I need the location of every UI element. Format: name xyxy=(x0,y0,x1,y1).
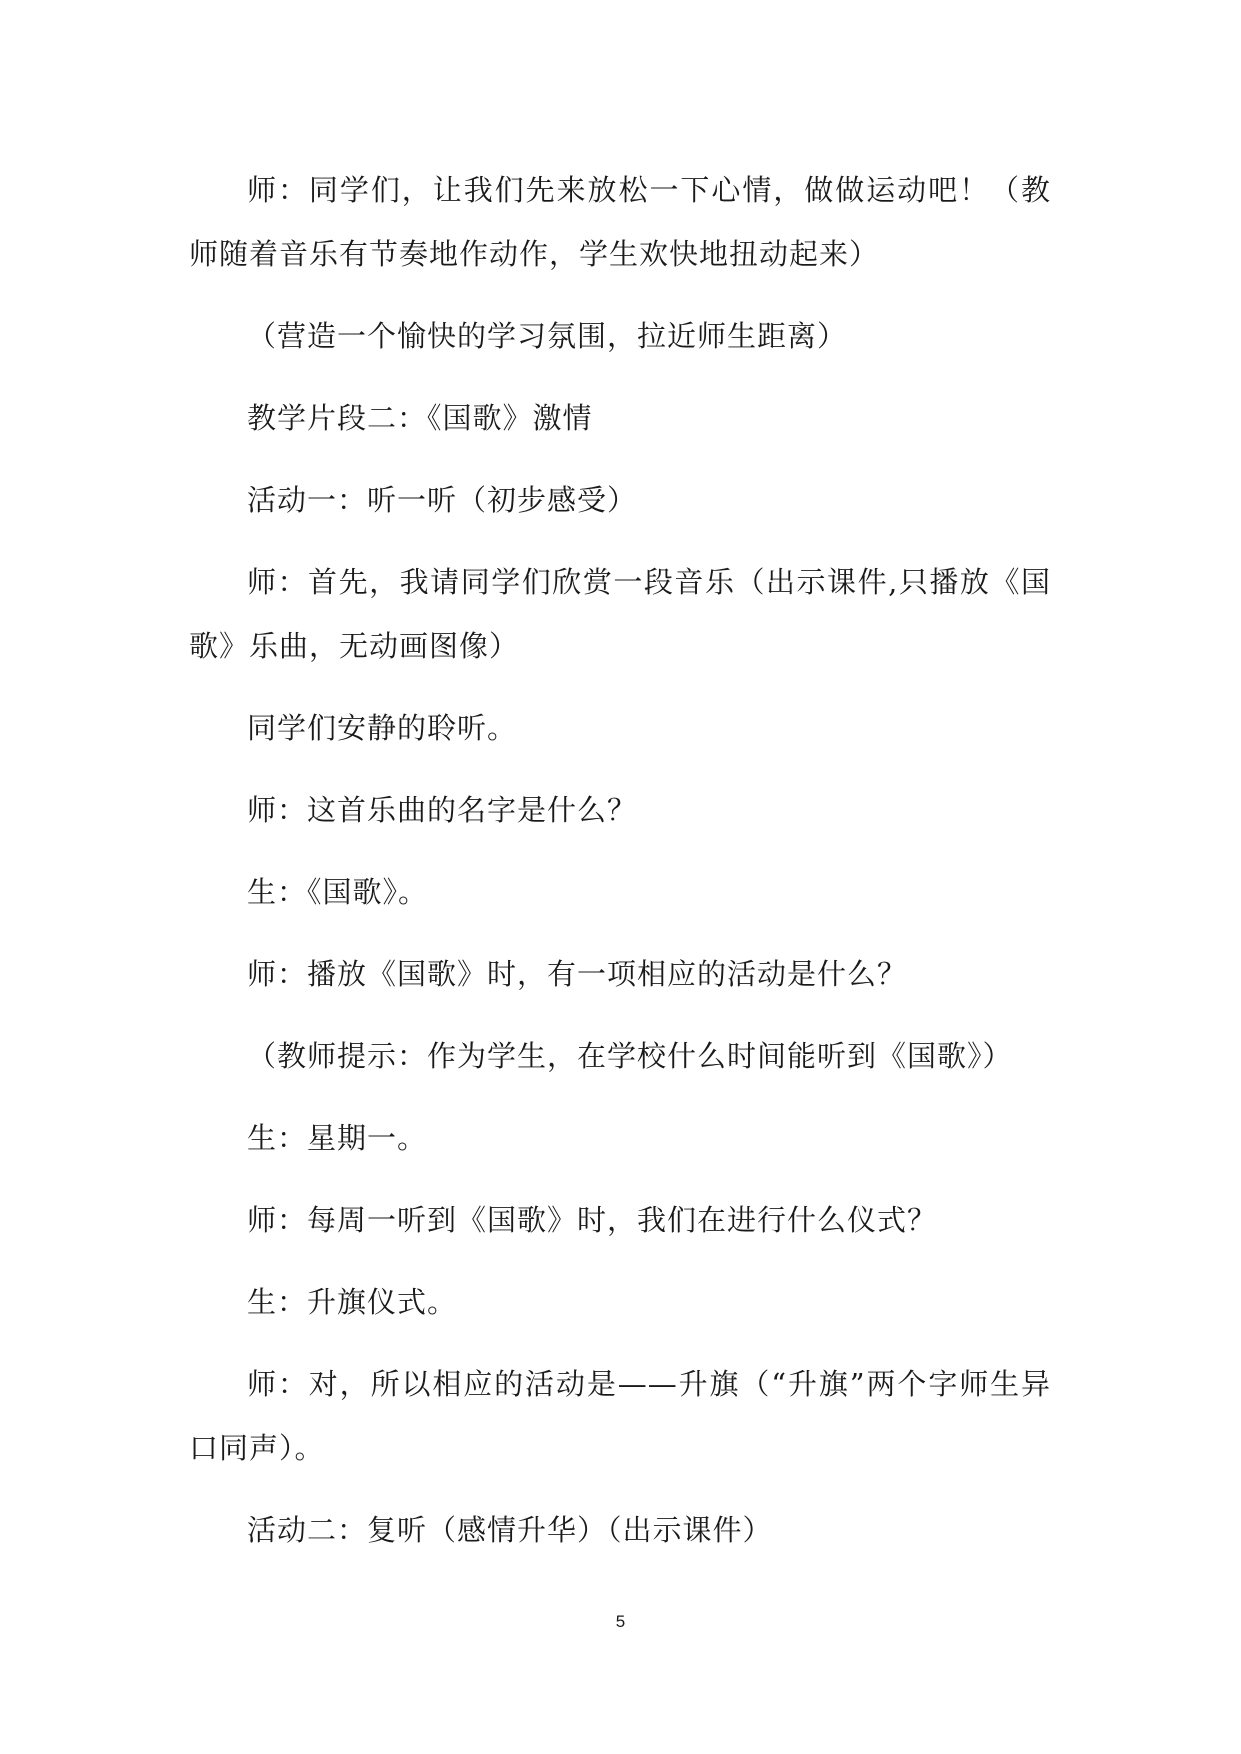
document-body xyxy=(189,158,1051,1580)
dialogue-line: 生：升旗仪式。 xyxy=(247,1285,458,1319)
dialogue-line: 师：每周一听到《国歌》时，我们在进行什么仪式？ xyxy=(247,1203,938,1237)
section-heading: 教学片段二：《国歌》激情 xyxy=(247,401,593,435)
paragraph: 同学们安静的聆听。 xyxy=(247,711,518,745)
page-number: 5 xyxy=(615,1612,626,1631)
paragraph: （营造一个愉快的学习氛围，拉近师生距离） xyxy=(247,319,848,353)
dialogue-line: 师：这首乐曲的名字是什么？ xyxy=(247,793,638,827)
dialogue-line: 师：对，所以相应的活动是——升旗（“升旗”两个字师生异口同声）。 xyxy=(189,1367,1051,1465)
paragraph: 师：同学们，让我们先来放松一下心情，做做运动吧！（教师随着音乐有节奏地作动作，学生欢快地扭动起来） xyxy=(189,173,1051,271)
dialogue-line: 生：星期一。 xyxy=(247,1121,428,1155)
dialogue-line: 生：《国歌》。 xyxy=(247,875,429,909)
dialogue-line: 师：播放《国歌》时，有一项相应的活动是什么？ xyxy=(247,957,908,991)
paragraph: 师：首先，我请同学们欣赏一段音乐（出示课件,只播放《国歌》乐曲，无动画图像） xyxy=(189,565,1051,663)
paragraph: （教师提示：作为学生，在学校什么时间能听到《国歌》） xyxy=(247,1039,1013,1073)
activity-heading: 活动二：复听（感情升华）（出示课件） xyxy=(247,1513,773,1547)
activity-heading: 活动一：听一听（初步感受） xyxy=(247,483,638,517)
